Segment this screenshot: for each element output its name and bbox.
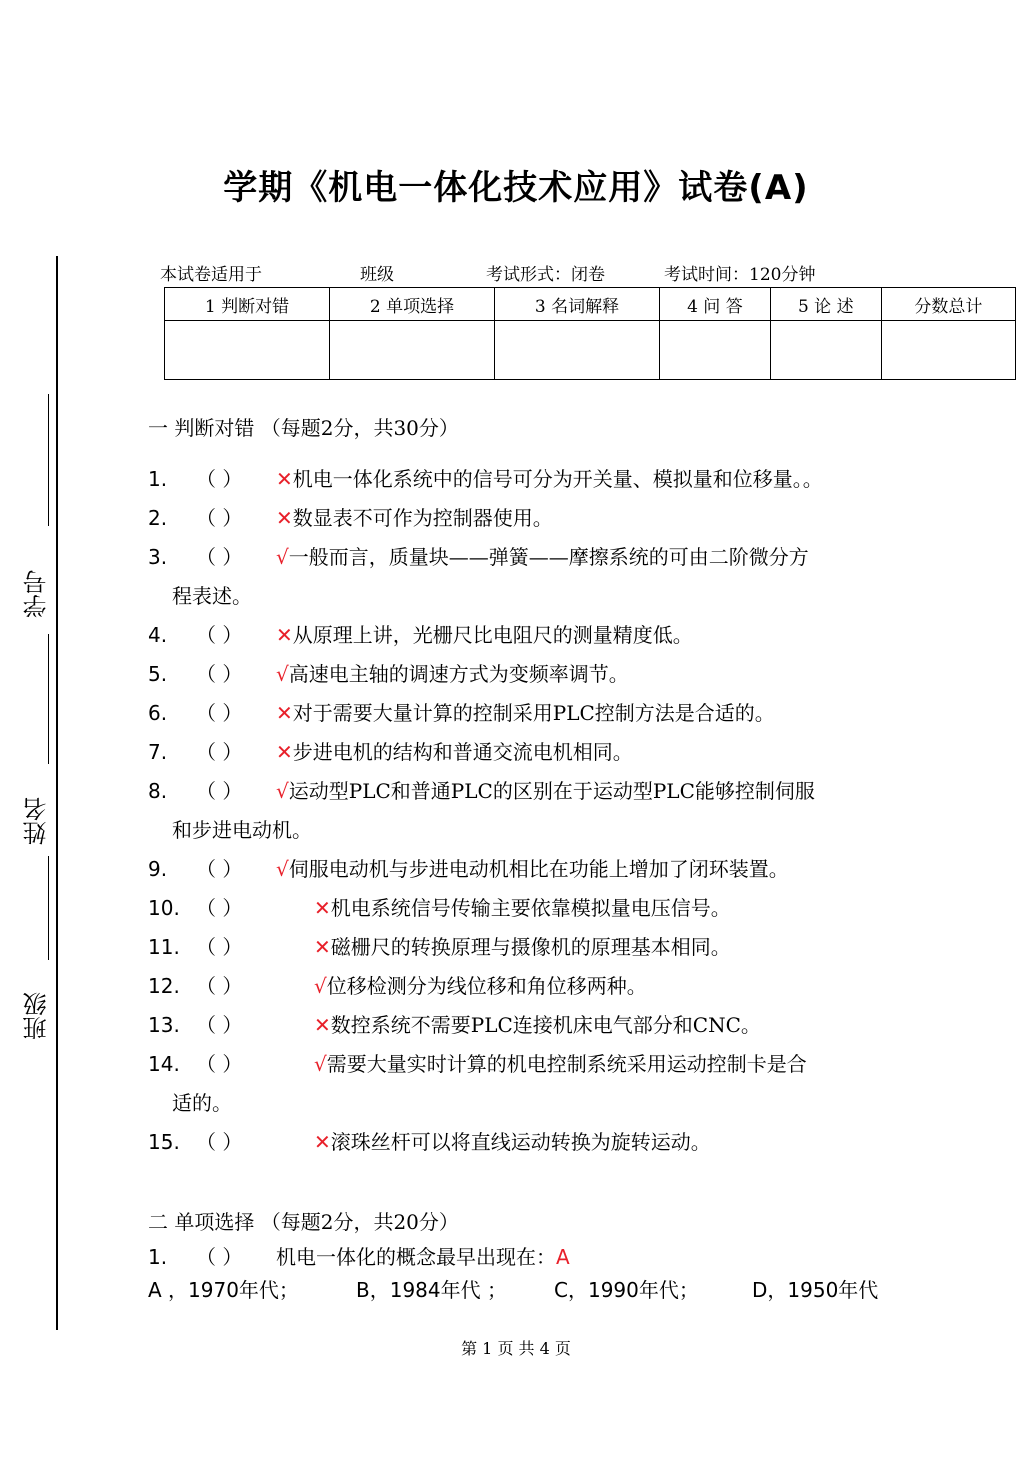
section2-question (148, 1238, 928, 1277)
score-blank-cell[interactable] (165, 321, 330, 380)
answer-parens[interactable]: （ ） (196, 623, 243, 647)
option-b: B，1984年代 ； (356, 1278, 507, 1302)
question-item (148, 655, 928, 694)
question-number: 5. (148, 662, 168, 686)
score-blank-cell[interactable] (494, 321, 659, 380)
section1-title: 一 判断对错 （每题2分，共30分） (148, 416, 459, 440)
question-item (148, 499, 928, 538)
question-item (148, 694, 928, 733)
answer-parens[interactable]: （ ） (196, 974, 243, 998)
answer-mark: √ (276, 779, 289, 803)
question-number: 15. (148, 1130, 180, 1154)
score-blank-cell[interactable] (659, 321, 770, 380)
answer-mark: ✕ (314, 896, 331, 920)
question-item (148, 460, 928, 499)
question-item (148, 538, 928, 616)
question-text: 一般而言，质量块——弹簧——摩擦系统的可由二阶微分方 (288, 545, 809, 569)
student-id-label: 学号 (23, 570, 51, 618)
question-number: 11. (148, 935, 180, 959)
option-c: C，1990年代； (554, 1278, 699, 1302)
score-header-cell: 3 名词解释 (494, 288, 659, 321)
question-text: 伺服电动机与步进电动机相比在功能上增加了闭环装置。 (288, 857, 789, 881)
student-name-label: 姓名 (23, 797, 51, 845)
answer-mark: ✕ (276, 623, 293, 647)
option-d: D，1950年代 (752, 1278, 879, 1302)
class-blank-line (48, 856, 49, 960)
answer-mark: ✕ (276, 701, 293, 725)
question-continuation: 适的。 (172, 1091, 232, 1115)
question-number: 7. (148, 740, 168, 764)
answer-mark: ✕ (314, 1013, 331, 1037)
question-text: 磁栅尺的转换原理与摄像机的原理基本相同。 (330, 935, 731, 959)
answer-parens[interactable]: （ ） (196, 1245, 243, 1269)
answer-parens[interactable]: （ ） (196, 779, 243, 803)
question-item (148, 967, 928, 1006)
question-text: 对于需要大量计算的控制采用PLC控制方法是合适的。 (292, 701, 775, 725)
exam-time: 考试时间：120分钟 (664, 265, 816, 285)
question-text: 数显表不可作为控制器使用。 (292, 506, 553, 530)
question-text: 数控系统不需要PLC连接机床电气部分和CNC。 (330, 1013, 761, 1037)
question-text: 高速电主轴的调速方式为变频率调节。 (288, 662, 629, 686)
score-header-cell: 2 单项选择 (329, 288, 494, 321)
question-continuation: 和步进电动机。 (172, 818, 312, 842)
score-header-cell: 1 判断对错 (165, 288, 330, 321)
question-text: 机电一体化的概念最早出现在： (276, 1245, 556, 1269)
question-number: 1. (148, 1245, 168, 1269)
question-item (148, 772, 928, 850)
answer-mark: ✕ (276, 467, 293, 491)
score-blank-cell[interactable] (881, 321, 1015, 380)
question-item (148, 1045, 928, 1123)
answer-parens[interactable]: （ ） (196, 1013, 243, 1037)
answer-mark: ✕ (276, 506, 293, 530)
question-item (148, 850, 928, 889)
question-number: 1. (148, 467, 168, 491)
answer-mark: √ (276, 857, 289, 881)
answer-mark: √ (276, 662, 289, 686)
answer-mark: ✕ (314, 935, 331, 959)
question-number: 9. (148, 857, 168, 881)
question-item (148, 1006, 928, 1045)
question-number: 3. (148, 545, 168, 569)
answer-parens[interactable]: （ ） (196, 935, 243, 959)
question-number: 4. (148, 623, 168, 647)
question-text: 运动型PLC和普通PLC的区别在于运动型PLC能够控制伺服 (288, 779, 815, 803)
answer-parens[interactable]: （ ） (196, 1130, 243, 1154)
answer-mark: √ (314, 974, 327, 998)
question-number: 2. (148, 506, 168, 530)
score-table (164, 287, 1016, 380)
question-text: 位移检测分为线位移和角位移两种。 (326, 974, 647, 998)
student-class-label: 班级 (23, 992, 51, 1040)
class-label: 班级 (360, 265, 394, 285)
question-item (148, 1123, 928, 1162)
exam-form: 考试形式：闭卷 (486, 265, 605, 285)
score-table-header-row (165, 288, 1016, 321)
question-number: 14. (148, 1052, 180, 1076)
exam-title: 学期《机电一体化技术应用》试卷(A) (223, 168, 809, 208)
score-header-cell: 分数总计 (881, 288, 1015, 321)
answer-parens[interactable]: （ ） (196, 857, 243, 881)
answer-parens[interactable]: （ ） (196, 467, 243, 491)
question-number: 13. (148, 1013, 180, 1037)
score-blank-cell[interactable] (329, 321, 494, 380)
answer-parens[interactable]: （ ） (196, 662, 243, 686)
answer-parens[interactable]: （ ） (196, 545, 243, 569)
binding-line (56, 256, 58, 1330)
question-number: 8. (148, 779, 168, 803)
question-text: 滚珠丝杆可以将直线运动转换为旋转运动。 (330, 1130, 711, 1154)
question-item (148, 733, 928, 772)
question-number: 6. (148, 701, 168, 725)
answer-mark: ✕ (276, 740, 293, 764)
section2-title: 二 单项选择 （每题2分，共20分） (148, 1210, 459, 1234)
question-item (148, 889, 928, 928)
answer-mark: ✕ (314, 1130, 331, 1154)
question-item (148, 616, 928, 655)
answer-mark: √ (314, 1052, 327, 1076)
answer-parens[interactable]: （ ） (196, 896, 243, 920)
question-text: 需要大量实时计算的机电控制系统采用运动控制卡是合 (326, 1052, 807, 1076)
answer-parens[interactable]: （ ） (196, 740, 243, 764)
score-table-blank-row (165, 321, 1016, 380)
answer-parens[interactable]: （ ） (196, 701, 243, 725)
option-a: A ，1970年代； (148, 1278, 299, 1302)
question-text: 从原理上讲，光栅尺比电阻尺的测量精度低。 (292, 623, 693, 647)
question-text: 机电系统信号传输主要依靠模拟量电压信号。 (330, 896, 731, 920)
answer-parens[interactable]: （ ） (196, 1052, 243, 1076)
name-blank-line (48, 634, 49, 764)
question-text: 步进电机的结构和普通交流电机相同。 (292, 740, 633, 764)
answer-mark: A (556, 1245, 570, 1269)
applies-to-label: 本试卷适用于 (160, 265, 262, 285)
question-text: 机电一体化系统中的信号可分为开关量、模拟量和位移量。。 (292, 467, 823, 491)
answer-parens[interactable]: （ ） (196, 506, 243, 530)
question-continuation: 程表述。 (172, 584, 252, 608)
question-number: 10. (148, 896, 180, 920)
id-blank-line (48, 394, 49, 526)
score-header-cell: 5 论 述 (770, 288, 881, 321)
answer-mark: √ (276, 545, 289, 569)
score-header-cell: 4 问 答 (659, 288, 770, 321)
question-item (148, 928, 928, 967)
score-blank-cell[interactable] (770, 321, 881, 380)
page-footer: 第 1 页 共 4 页 (461, 1339, 571, 1358)
question-number: 12. (148, 974, 180, 998)
